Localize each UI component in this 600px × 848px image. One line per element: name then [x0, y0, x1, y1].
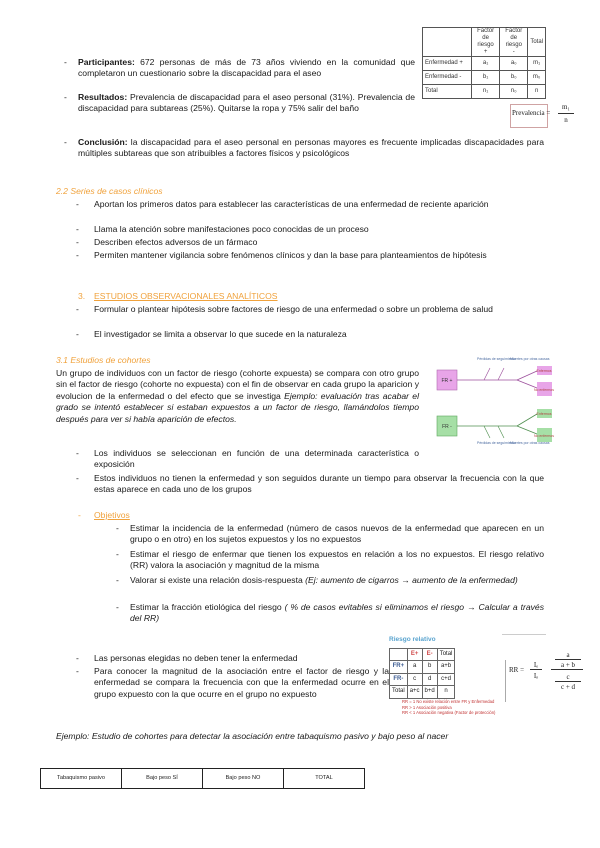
conclusion-label: Conclusión:: [78, 137, 128, 147]
list-item: - Los individuos se seleccionan en función de una determinada característica o exposición: [76, 448, 419, 470]
deaths-label: Muertes por otras causas: [510, 357, 550, 361]
table-cell: a+c: [407, 686, 422, 698]
prevalence-formula-label: Prevalencia =: [512, 109, 551, 117]
section-heading-2-2: 2.2 Series de casos clínicos: [56, 186, 163, 196]
objectives-bullet: -: [78, 510, 81, 520]
fraction-bar: [551, 669, 583, 670]
cohort-line: [517, 380, 537, 388]
table-header: E+: [407, 649, 422, 661]
outcome-no-label: No enfermos: [533, 434, 555, 438]
list-item: - Resultados: Prevalencia de discapacidad para el aseo personal (31%). Prevalencia de discapacidad para subtareas (25%). Quitarse la ropa y 75% salir del baño: [64, 92, 415, 114]
table-cell: Enfermedad -: [423, 71, 472, 85]
table-header: TOTAL: [284, 769, 365, 789]
table-cell: Total: [390, 686, 408, 698]
section-heading-3: ESTUDIOS OBSERVACIONALES ANALÍTICOS: [94, 291, 278, 301]
rr-c: c: [566, 673, 570, 681]
table-header: [423, 28, 472, 57]
cohort-line: [498, 368, 504, 380]
table-header: Bajo peso NO: [203, 769, 284, 789]
table-cell: a₁: [472, 57, 500, 71]
cohort-line: [517, 414, 537, 426]
prevalence-numerator: m₁: [562, 103, 570, 111]
table-header: E-: [422, 649, 437, 661]
objectives-heading: Objetivos: [94, 510, 130, 520]
rr-apb: a + b: [560, 661, 576, 669]
table-cell: Enfermedad +: [423, 57, 472, 71]
table-cell: FR-: [390, 673, 408, 685]
divider: [502, 634, 546, 635]
conclusion-text: la discapacidad para el aseo personal en personas mayores es frecuente implicadas discapacidades para múltiples subtareas que son atribuibles a factores físicos y psicológicos: [78, 137, 544, 159]
rr-cpd: c + d: [560, 683, 576, 691]
table-cell: m₀: [528, 71, 546, 85]
fr-plus-label: FR +: [441, 378, 453, 384]
section-number-3: 3.: [78, 291, 86, 301]
table-cell: b₀: [500, 71, 528, 85]
example-table: [40, 768, 365, 789]
table-header: Factor de riesgo +: [472, 28, 500, 57]
table-cell: b: [422, 661, 437, 673]
table-cell: n₁: [472, 85, 500, 99]
fraction-bar: [530, 669, 542, 670]
list-item: - Aportan los primeros datos para establecer las características de una enfermedad de reciente aparición: [76, 199, 489, 209]
table-cell: c: [407, 673, 422, 685]
rr-note: RR < 1 Asociación negativa (Factor de protección): [402, 710, 496, 715]
table-cell: FR+: [390, 661, 408, 673]
list-item: - Para conocer la magnitud de la asociación entre el factor de riesgo y la enfermedad se compara la frecuencia con que la enfermedad ocurre en el grupo expuesto con la que ocurre en el grupo no expuesto: [76, 666, 389, 699]
section-heading-3-1: 3.1 Estudios de cohortes: [56, 355, 151, 365]
cohort-diagram: [432, 354, 555, 452]
cohort-paragraph: Un grupo de individuos con un factor de riesgo (cohorte expuesta) se compara con otro grupo sin el factor de riesgo (cohorte no expuesta) con el fin de observar en cada grupo la aparicion y evolucion de la enfermedad o del efecto que se investiga Ejemplo: evaluación tras acabar el grado se intentó establecer si estaban expuestos a un factor de riesgo, llamándolos tiempo después para ver si había aparición de efectos.: [56, 368, 419, 424]
table-cell: a+b: [437, 661, 455, 673]
participants-text: 672 personas de más de 73 años viviendo en la comunidad que completaron un cuestionario sobre la discapacidad para el aseo: [78, 57, 415, 79]
rr-note: RR > 1 Asociación positiva: [402, 704, 452, 710]
list-item: - Valorar si existe una relación dosis-respuesta (Ej: aumento de cigarros → aumento de la enfermedad): [116, 575, 518, 585]
table-cell: n: [528, 85, 546, 99]
table-header: Total: [528, 28, 546, 57]
deaths-label: Muertes por otras causas: [510, 441, 550, 445]
list-item: - Conclusión: la discapacidad para el aseo personal en personas mayores es frecuente implicadas discapacidades para múltiples subtareas que son atribuibles a factores físicos y psicológicos: [64, 137, 544, 159]
cohort-line: [517, 426, 537, 434]
outcome-yes-label: Enfermos: [536, 369, 552, 373]
table-cell: b₁: [472, 71, 500, 85]
outcome-yes-label: Enfermos: [536, 412, 552, 416]
cohort-line: [484, 368, 490, 380]
example-line: Ejemplo: Estudio de cohortes para detectar la asociación entre tabaquismo pasivo y bajo peso al nacer: [56, 731, 449, 741]
lost-followup-label: Pérdidas de seguimiento: [477, 357, 516, 361]
table-cell: n₀: [500, 85, 528, 99]
table-header: [390, 649, 408, 661]
table-cell: Total: [423, 85, 472, 99]
lost-followup-label: Pérdidas de seguimiento: [477, 441, 516, 445]
list-item: - Estos individuos no tienen la enfermedad y son seguidos durante un tiempo para observar la frecuencia con la que estas aparece en cada uno de los grupos: [76, 473, 544, 495]
fraction-bar: [558, 113, 574, 114]
table-header: Total: [437, 649, 455, 661]
cohort-line: [484, 426, 490, 438]
table-header: Tabaquismo pasivo: [41, 769, 122, 789]
table-cell: d: [422, 673, 437, 685]
table-cell: n: [437, 686, 455, 698]
prevalence-table: [422, 27, 546, 99]
prevalence-denominator: n: [564, 116, 568, 124]
list-item: - Estimar la incidencia de la enfermedad (número de casos nuevos de la enfermedad que aparecen en un grupo o en otro) en los sujetos expuestos y los no expuestos: [116, 523, 544, 545]
table-cell: b+d: [422, 686, 437, 698]
table-header: Bajo peso SÍ: [122, 769, 203, 789]
rr-formula-label: RR =: [509, 666, 525, 674]
rr-notes: [402, 699, 495, 716]
outcome-no-label: No enfermos: [533, 388, 555, 392]
table-cell: c+d: [437, 673, 455, 685]
rr-io: Iₒ: [533, 672, 539, 680]
table-cell: a: [407, 661, 422, 673]
rr-a: a: [566, 651, 570, 659]
rr-note: RR = 1 No existe relación entre FR y Enfermedad: [402, 699, 495, 704]
rr-title: Riesgo relativo: [389, 636, 436, 643]
list-item: - Llama la atención sobre manifestaciones poco conocidas de un proceso: [76, 224, 369, 234]
list-item: - Las personas elegidas no deben tener la enfermedad: [76, 653, 298, 663]
list-item: - Describen efectos adversos de un fármaco: [76, 237, 258, 247]
list-item: - El investigador se limita a observar lo que sucede en la naturaleza: [76, 329, 347, 339]
list-item: - Estimar el riesgo de enfermar que tienen los expuestos en relación a los no expuestos. El riesgo relativo (RR) valora la asociación y magnitud de la misma: [116, 549, 544, 571]
results-text: Prevalencia de discapacidad para el aseo personal (31%). Prevalencia de discapacidad para subtareas (25%). Quitarse la ropa y 75% salir del baño: [78, 92, 415, 114]
table-cell: a₀: [500, 57, 528, 71]
list-item: - Participantes: 672 personas de más de 73 años viviendo en la comunidad que completaron un cuestionario sobre la discapacidad para el aseo: [64, 57, 415, 79]
results-label: Resultados:: [78, 92, 128, 102]
list-item: - Formular o plantear hipótesis sobre factores de riesgo de una enfermedad o sobre un problema de salud: [76, 304, 493, 314]
table-header: Factor de riesgo -: [500, 28, 528, 57]
list-item: - Permiten mantener vigilancia sobre fenómenos clínicos y dan la base para planteamientos de hipótesis: [76, 250, 487, 260]
fr-minus-label: FR -: [442, 424, 452, 430]
table-cell: m₁: [528, 57, 546, 71]
participants-label: Participantes:: [78, 57, 135, 67]
cohort-line: [498, 426, 504, 438]
cohort-line: [517, 371, 537, 380]
rr-table: [389, 648, 455, 699]
rr-ie: Iₑ: [533, 661, 539, 669]
list-item: - Estimar la fracción etiológica del riesgo ( % de casos evitables si eliminamos el riesgo → Calcular a través del RR): [116, 602, 544, 624]
